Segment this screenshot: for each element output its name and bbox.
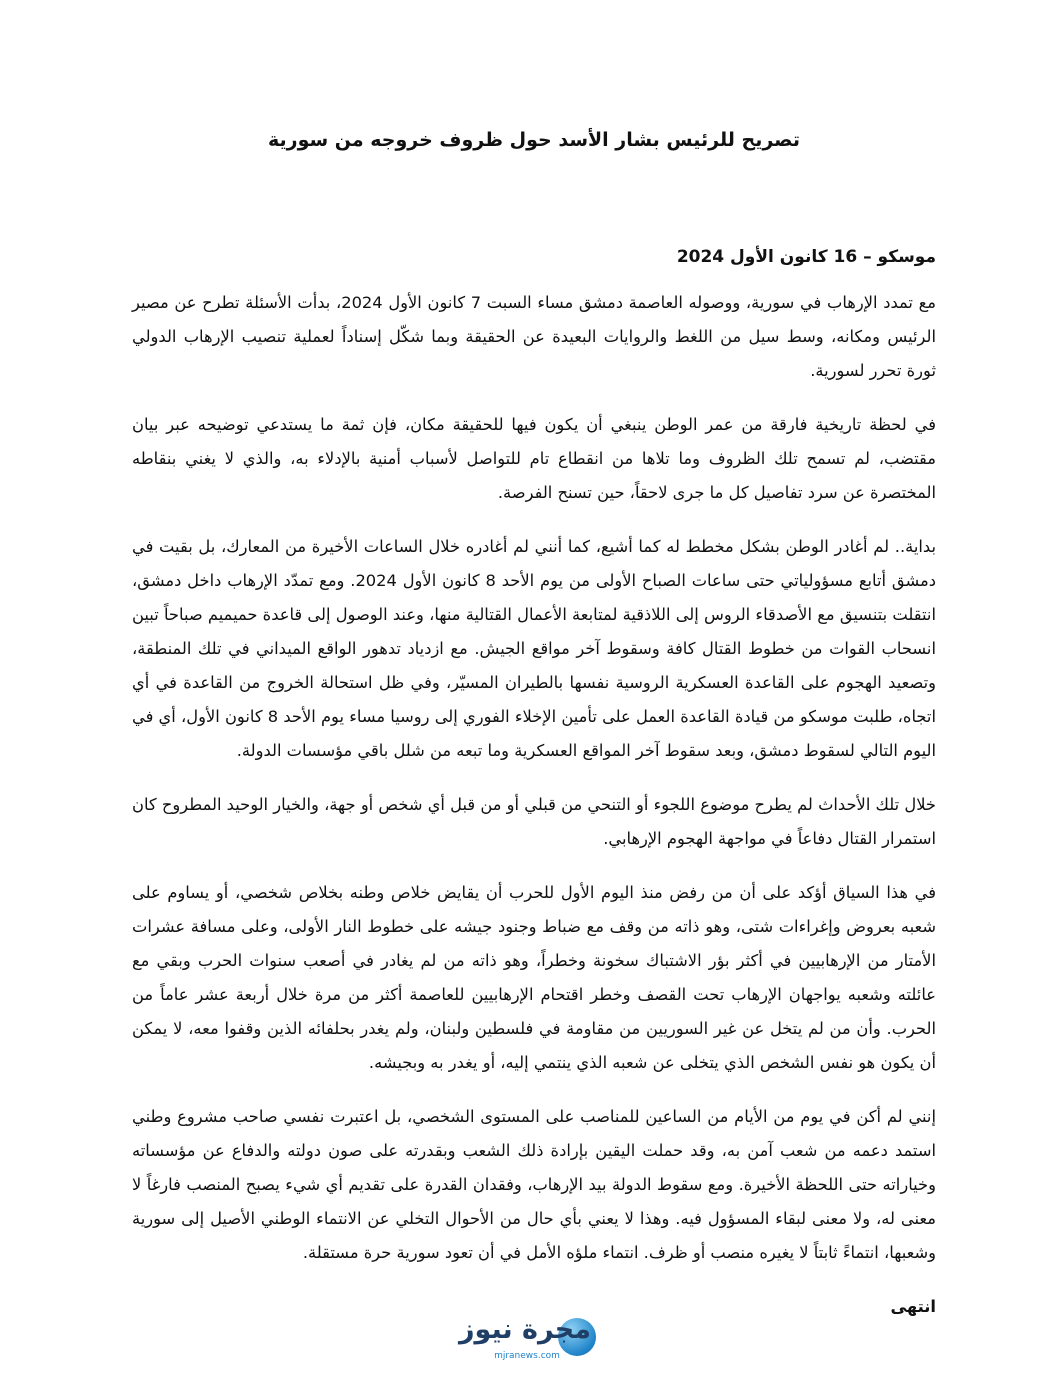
closing-word: انتهى — [890, 1297, 936, 1316]
watermark-url: mjranews.com — [494, 1351, 560, 1361]
document-title: تصريح للرئيس بشار الأسد حول ظروف خروجه من سورية — [267, 129, 801, 151]
paragraph-6: إنني لم أكن في يوم من الأيام من الساعين للمناصب على المستوى الشخصي، بل اعتبرت نفسي صاحب مشروع وطني استمد دعمه من شعب آمن به، وقد حملت اليقين بإرادة ذلك الشعب وبقدرته على صون دولته والدفاع عن مؤسساته وخياراته حتى اللحظة الأخيرة. ومع سقوط الدولة بيد الإرهاب، وفقدان القدرة على تقديم أي شيء يصبح المنصب فارغاً لا معنى له، ولا معنى لبقاء المسؤول فيه. وهذا لا يعني بأي حال من الأحوال التخلي عن الانتماء الوطني الأصيل إلى سورية وشعبها، انتماءً ثابتاً لا يغيره منصب أو ظرف. انتماء ملؤه الأمل في أن تعود سورية حرة مستقلة. — [132, 1107, 936, 1262]
paragraph-2: في لحظة تاريخية فارقة من عمر الوطن ينبغي أن يكون فيها للحقيقة مكان، فإن ثمة ما يستدعي توضيحه عبر بيان مقتضب، لم تسمح تلك الظروف وما تلاها من انقطاع تام للتواصل لأسباب أمنية بالإدلاء به، والذي لا يغني بنقاطه المختصرة عن سرد تفاصيل كل ما جرى لاحقاً، حين تسنح الفرصة. — [132, 415, 936, 502]
paragraph-5: في هذا السياق أؤكد على أن من رفض منذ اليوم الأول للحرب أن يقايض خلاص وطنه بخلاص شخصي، أو يساوم على شعبه بعروض وإغراءات شتى، وهو ذاته من وقف مع ضباط وجنود جيشه على خطوط النار الأولى، وعلى مسافة عشرات الأمتار من الإرهابيين في أكثر بؤر الاشتباك سخونة وخطراً، وهو ذاته من لم يغادر في أصعب سنوات الحرب وبقي مع عائلته وشعبه يواجهان الإرهاب تحت القصف وخطر اقتحام الإرهابيين للعاصمة أكثر من مرة خلال أربعة عشر عاماً من الحرب. وأن من لم يتخل عن غير السوريين من مقاومة في فلسطين ولبنان، ولم يغدر بحلفائه الذين وقفوا معه، لا يمكن أن يكون هو نفس الشخص الذي يتخلى عن شعبه الذي ينتمي إليه، أو يغدر به وبجيشه. — [132, 883, 936, 1072]
watermark-logo-text: مجرة نيوز — [459, 1314, 591, 1345]
paragraph-3: بداية.. لم أغادر الوطن بشكل مخطط له كما أشيع، كما أنني لم أغادره خلال الساعات الأخيرة من المعارك، بل بقيت في دمشق أتابع مسؤولياتي حتى ساعات الصباح الأولى من يوم الأحد 8 كانون الأول 2024. ومع تمدّد الإرهاب داخل دمشق، انتقلت بتنسيق مع الأصدقاء الروس إلى اللاذقية لمتابعة الأعمال القتالية منها، وعند الوصول إلى قاعدة حميميم صباحاً تبين انسحاب القوات من خطوط القتال كافة وسقوط آخر مواقع الجيش. مع ازدياد تدهور الواقع الميداني في تلك المنطقة، وتصعيد الهجوم على القاعدة العسكرية الروسية نفسها بالطيران المسيّر، وفي ظل استحالة الخروج من القاعدة في أي اتجاه، طلبت موسكو من قيادة القاعدة العمل على تأمين الإخلاء الفوري إلى روسيا مساء يوم الأحد 8 كانون الأول، أي في اليوم التالي لسقوط دمشق، وبعد سقوط آخر المواقع العسكرية وما تبعه من شلل باقي مؤسسات الدولة. — [132, 537, 936, 760]
paragraph-4: خلال تلك الأحداث لم يطرح موضوع اللجوء أو التنحي من قبلي أو من قبل أي شخص أو جهة، والخيار الوحيد المطروح كان استمرار القتال دفاعاً في مواجهة الهجوم الإرهابي. — [132, 795, 936, 848]
watermark-logo — [442, 1312, 612, 1366]
paragraph-1: مع تمدد الإرهاب في سورية، ووصوله العاصمة دمشق مساء السبت 7 كانون الأول 2024، بدأت الأسئلة تطرح عن مصير الرئيس ومكانه، وسط سيل من اللغط والروايات البعيدة عن الحقيقة وبما شكّل إسناداً لعملية تنصيب الإرهاب الدولي ثورة تحرر لسورية. — [132, 293, 936, 380]
dateline: موسكو – 16 كانون الأول 2024 — [676, 247, 936, 267]
